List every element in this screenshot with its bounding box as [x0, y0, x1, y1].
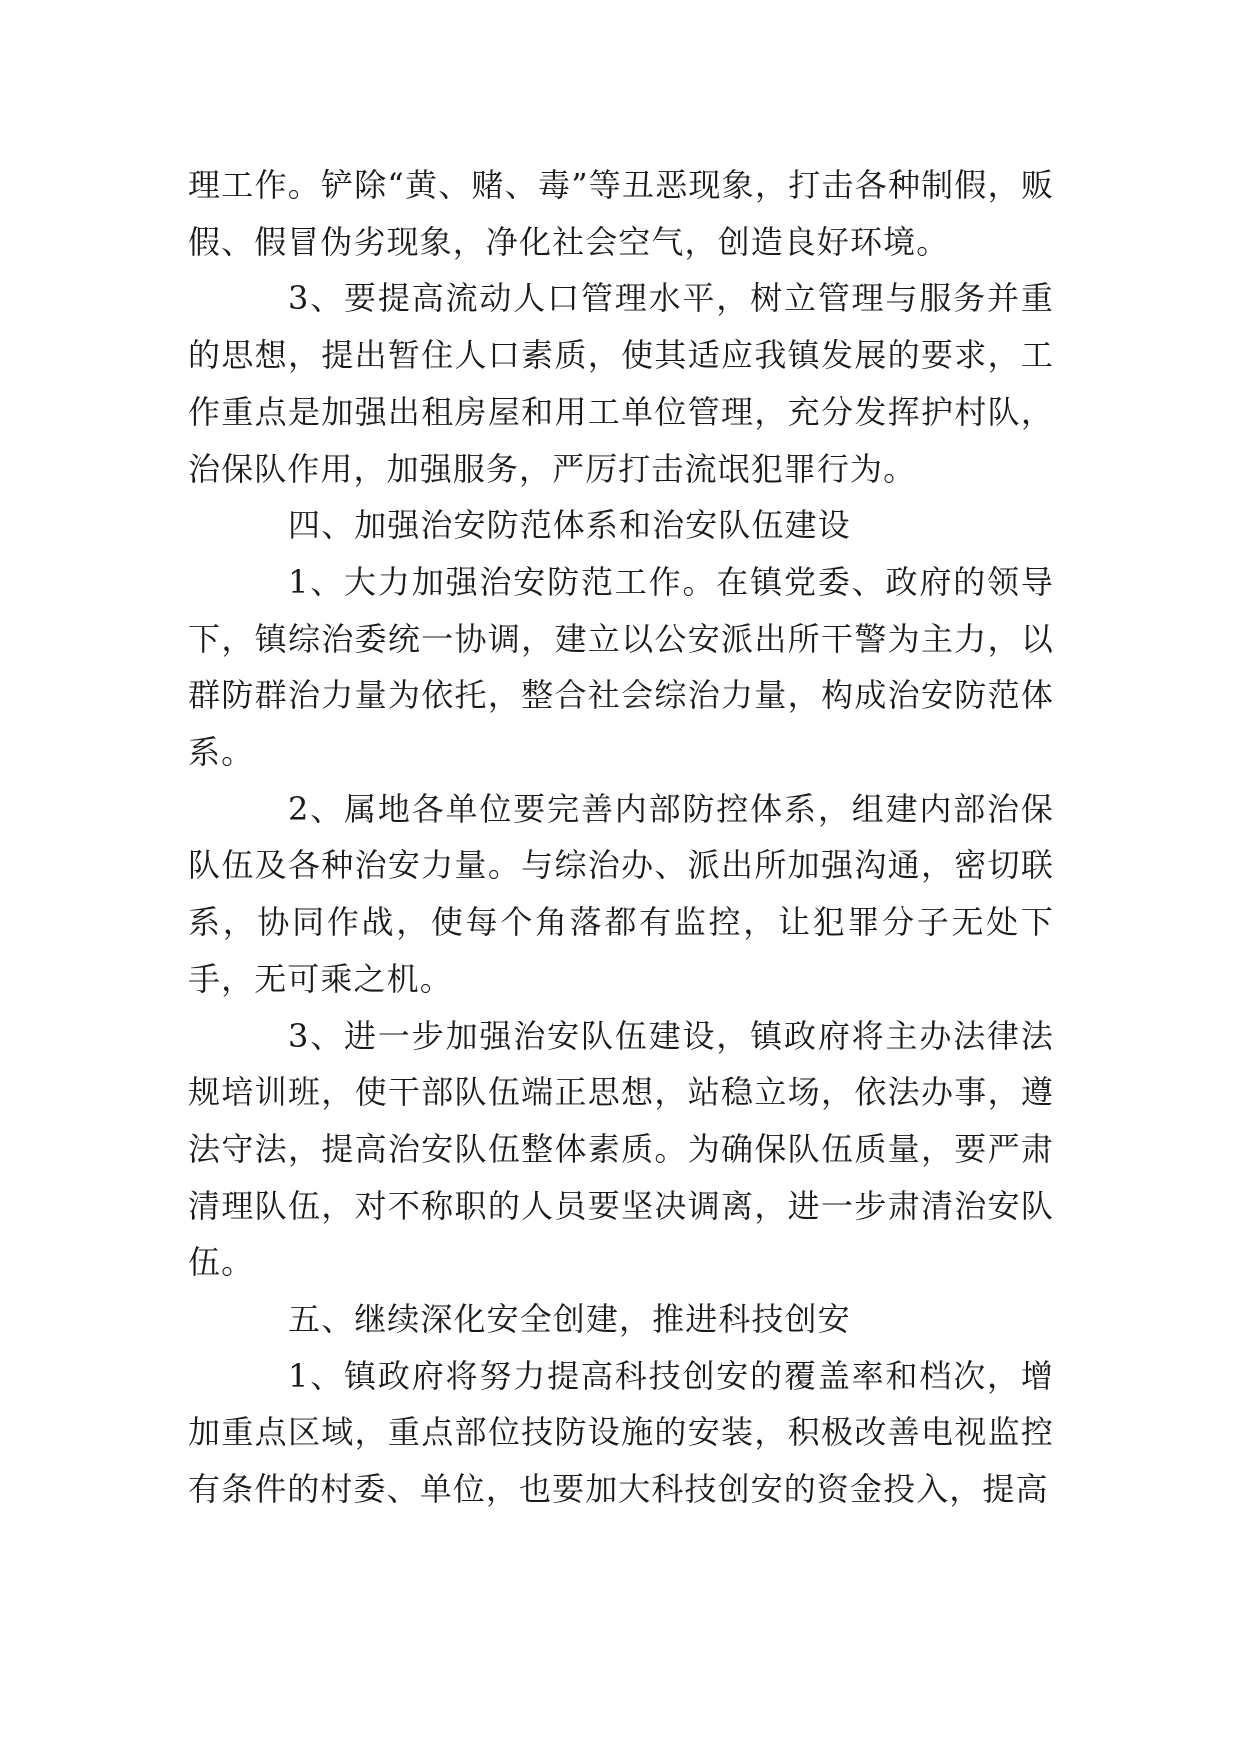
paragraph: 3、进一步加强治安队伍建设，镇政府将主办法律法规培训班，使干部队伍端正思想，站稳立场，依法办事，遵法守法，提高治安队伍整体素质。为确保队伍质量，要严肃清理队伍，对不称职的人员要坚决调离，进一步肃清治安队伍。	[188, 1016, 1054, 1282]
paragraph: 3、要提高流动人口管理水平，树立管理与服务并重的思想，提出暂住人口素质，使其适应我镇发展的要求，工作重点是加强出租房屋和用工单位管理，充分发挥护村队，治保队作用，加强服务，严厉打击流氓犯罪行为。	[188, 279, 1054, 488]
document-body	[188, 157, 1054, 1518]
paragraph: 理工作。铲除“黄、赌、毒”等丑恶现象，打击各种制假，贩假、假冒伪劣现象，净化社会空气，创造良好环境。	[188, 166, 1054, 261]
paragraph: 1、大力加强治安防范工作。在镇党委、政府的领导下，镇综治委统一协调，建立以公安派出所干警为主力，以群防群治力量为依托，整合社会综治力量，构成治安防范体系。	[188, 562, 1054, 772]
section-heading: 四、加强治安防范体系和治安队伍建设	[288, 506, 851, 545]
section-heading: 五、继续深化安全创建，推进科技创安	[288, 1300, 851, 1339]
paragraph: 2、属地各单位要完善内部防控体系，组建内部治保队伍及各种治安力量。与综治办、派出所加强沟通，密切联系，协同作战，使每个角落都有监控，让犯罪分子无处下手，无可乘之机。	[188, 789, 1054, 998]
paragraph: 1、镇政府将努力提高科技创安的覆盖率和档次，增加重点区域，重点部位技防设施的安装，积极改善电视监控有条件的村委、单位，也要加大科技创安的资金投入，提高	[188, 1356, 1054, 1509]
